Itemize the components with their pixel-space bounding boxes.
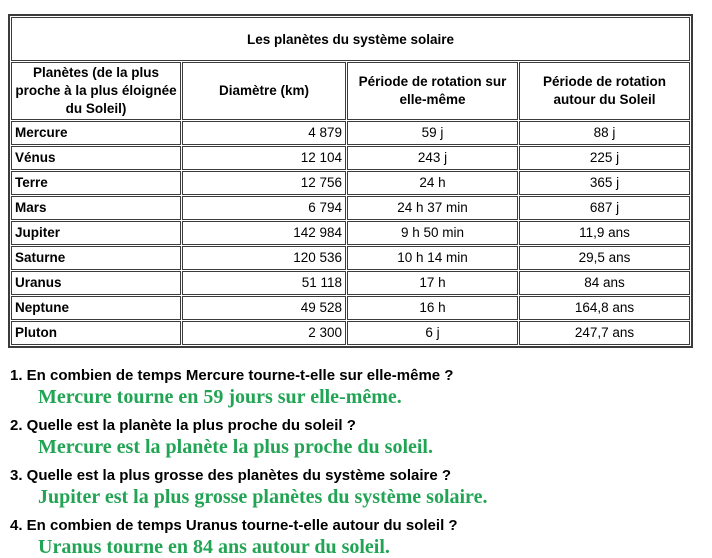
table-row [11,121,690,145]
question-answer-pair [10,366,712,410]
diameter-cell: 49 528 [182,296,346,320]
diameter-cell: 12 104 [182,146,346,170]
table-title: Les planètes du système solaire [11,17,690,61]
diameter-cell: 142 984 [182,221,346,245]
answer-text: Mercure tourne en 59 jours sur elle-même. [38,386,402,408]
rotation-sun-cell: 11,9 ans [519,221,690,245]
table-row [11,296,690,320]
planets-table [8,14,693,348]
rotation-self-cell: 16 h [347,296,518,320]
rotation-sun-cell: 164,8 ans [519,296,690,320]
question-text: 2. Quelle est la planète la plus proche du soleil ? [10,417,356,434]
header-row [11,62,690,120]
rotation-self-cell: 10 h 14 min [347,246,518,270]
rotation-self-cell: 24 h [347,171,518,195]
question-answer-pair [10,416,712,460]
rotation-self-cell: 9 h 50 min [347,221,518,245]
planet-name-cell: Terre [11,171,181,195]
question-answer-pair [10,516,712,558]
header-rotation-sun: Période de rotation autour du Soleil [519,62,690,120]
table-row [11,146,690,170]
rotation-self-cell: 243 j [347,146,518,170]
rotation-sun-cell: 687 j [519,196,690,220]
answer-text: Jupiter est la plus grosse planètes du système solaire. [38,486,488,508]
rotation-sun-cell: 247,7 ans [519,321,690,345]
rotation-sun-cell: 29,5 ans [519,246,690,270]
planet-name-cell: Mars [11,196,181,220]
header-diameter: Diamètre (km) [182,62,346,120]
planet-name-cell: Neptune [11,296,181,320]
rotation-sun-cell: 88 j [519,121,690,145]
diameter-cell: 120 536 [182,246,346,270]
diameter-cell: 2 300 [182,321,346,345]
answer-text: Uranus tourne en 84 ans autour du soleil. [38,536,390,558]
planet-name-cell: Uranus [11,271,181,295]
diameter-cell: 51 118 [182,271,346,295]
question-text: 3. Quelle est la plus grosse des planètes du système solaire ? [10,467,452,484]
question-text: 1. En combien de temps Mercure tourne-t-elle sur elle-même ? [10,367,454,384]
diameter-cell: 6 794 [182,196,346,220]
table-row [11,171,690,195]
table-row [11,221,690,245]
table-row [11,196,690,220]
planet-name-cell: Vénus [11,146,181,170]
table-row [11,271,690,295]
diameter-cell: 12 756 [182,171,346,195]
rotation-self-cell: 17 h [347,271,518,295]
title-row [11,17,690,61]
planet-name-cell: Pluton [11,321,181,345]
rotation-self-cell: 59 j [347,121,518,145]
rotation-sun-cell: 365 j [519,171,690,195]
header-rotation-self: Période de rotation sur elle-même [347,62,518,120]
table-row [11,321,690,345]
header-planets-bold: Planètes [32,65,89,80]
diameter-cell: 4 879 [182,121,346,145]
rotation-self-cell: 24 h 37 min [347,196,518,220]
planet-name-cell: Jupiter [11,221,181,245]
question-answer-pair [10,466,712,510]
rotation-self-cell: 6 j [347,321,518,345]
question-text: 4. En combien de temps Uranus tourne-t-elle autour du soleil ? [10,517,458,534]
header-planets-rest: (de la plus proche à la plus éloignée du Soleil) [15,65,177,116]
header-planets [11,62,181,120]
rotation-sun-cell: 225 j [519,146,690,170]
table-row [11,246,690,270]
rotation-sun-cell: 84 ans [519,271,690,295]
questions-section [10,366,712,558]
answer-text: Mercure est la planète la plus proche du soleil. [38,436,433,458]
planet-name-cell: Saturne [11,246,181,270]
planet-name-cell: Mercure [11,121,181,145]
